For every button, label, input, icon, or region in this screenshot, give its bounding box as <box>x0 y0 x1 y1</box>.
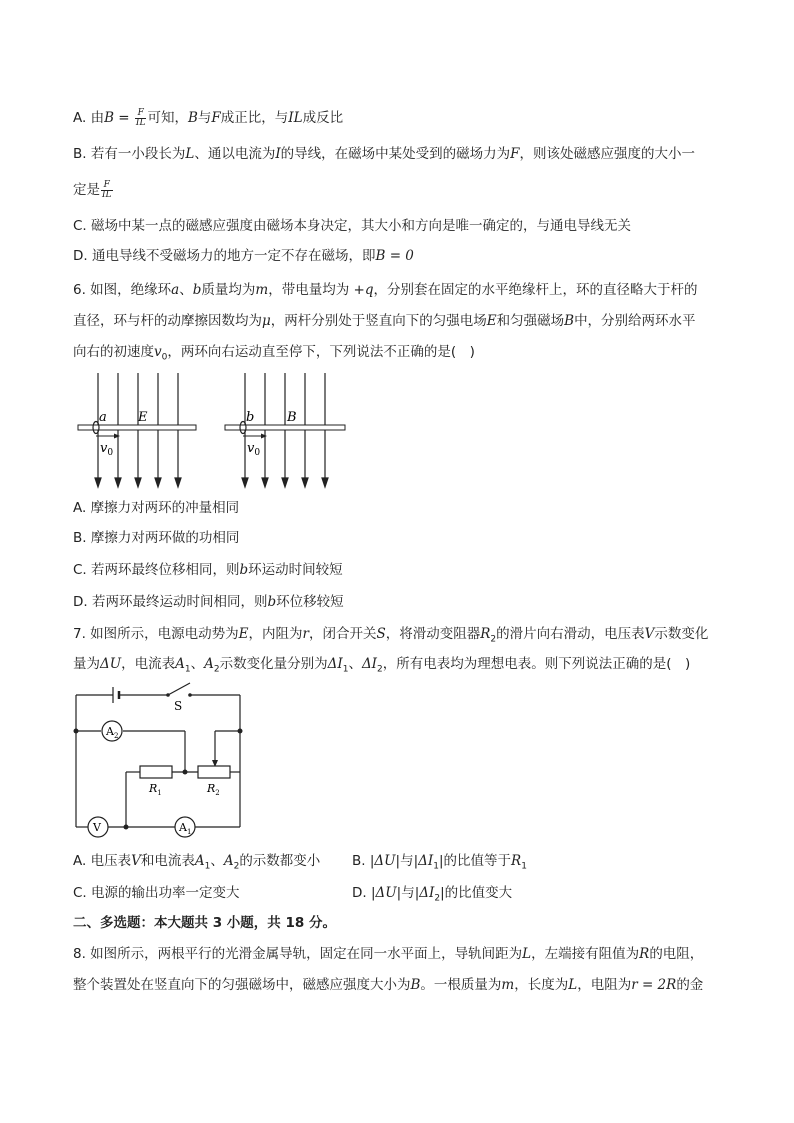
resistor-r1 <box>140 766 172 778</box>
q6-figure <box>70 370 360 495</box>
switch-blade <box>168 683 190 695</box>
velocity-label-left: $v_0$ <box>100 441 114 458</box>
q6-option-c: C. 若两环最终位移相同，则b环运动时间较短 <box>73 562 343 578</box>
q5-option-c: C. 磁场中某一点的磁感应强度由磁场本身决定，其大小和方向是唯一确定的，与通电导线无关 <box>73 218 632 234</box>
q6-option-b: B. 摩擦力对两环做的功相同 <box>73 530 240 546</box>
q5-option-a: A. 由B = $\frac{F}{IL}$ 可知，B与F成正比，与IL成反比 <box>73 107 344 128</box>
q6-stem-line1: 6. 如图，绝缘环a、b质量均为m，带电量均为 +q，分别套在固定的水平绝缘杆上，环的直径略大于杆的 <box>73 282 698 298</box>
switch-label: S <box>174 699 183 713</box>
q7-stem-line2: 量为ΔU，电流表$A_1$、$A_2$示数变化量分别为$\Delta I_1$、$\Delta I_2$，所有电表均为理想电表。则下列说法正确的是( ) <box>73 656 691 675</box>
r1-label: $R_1$ <box>149 782 162 797</box>
field-b-label: B <box>287 410 297 425</box>
fraction: $\frac{F}{IL}$ <box>102 179 112 200</box>
voltmeter-label: V <box>93 821 101 834</box>
q8-stem-line1: 8. 如图所示，两根平行的光滑金属导轨，固定在同一水平面上，导轨间距为L，左端接有阻值为R的电阻， <box>73 946 704 962</box>
ring-b-label: b <box>246 410 255 425</box>
velocity-label-right: $v_0$ <box>247 441 261 458</box>
q7-option-d: D. |ΔU|与$|\Delta I_2|$的比值变大 <box>352 885 513 904</box>
rod-left <box>78 425 196 430</box>
ammeter-a2-label: $A_2$ <box>106 725 119 740</box>
q5-option-b-line2: 定是 $\frac{F}{IL}$ <box>73 179 112 200</box>
q7-stem-line1: 7. 如图所示，电源电动势为E，内阻为r，闭合开关S，将滑动变阻器$R_2$的滑片向右滑动，电压表V示数变化 <box>73 626 709 645</box>
r2-label: $R_2$ <box>207 782 220 797</box>
q6-stem-line2: 直径，环与杆的动摩擦因数均为μ，两杆分别处于竖直向下的匀强电场E和匀强磁场B中，分别给两环水平 <box>73 313 696 329</box>
q6-stem-line3: 向右的初速度$v_0$，两环向右运动直至停下，下列说法不正确的是( ) <box>73 344 475 363</box>
q6-option-d: D. 若两环最终运动时间相同，则b环位移较短 <box>73 594 344 610</box>
section-heading: 二、多选题：本大题共 3 小题，共 18 分。 <box>73 915 336 931</box>
ammeter-a1-label: $A_1$ <box>179 821 192 836</box>
q7-option-c: C. 电源的输出功率一定变大 <box>73 885 240 901</box>
field-e-label: E <box>138 410 148 425</box>
q6-option-a: A. 摩擦力对两环的冲量相同 <box>73 500 240 516</box>
q8-stem-line2: 整个装置处在竖直向下的匀强磁场中，磁感应强度大小为B。一根质量为m，长度为L，电阻为r = 2R的金 <box>73 977 704 993</box>
fraction: $\frac{F}{IL}$ <box>135 107 146 128</box>
rod-right <box>225 425 345 430</box>
q7-circuit <box>68 680 248 840</box>
q5-option-b-line1: B. 若有一小段长为L、通以电流为I的导线，在磁场中某处受到的磁场力为F，则该处磁感应强度的大小一 <box>73 146 696 162</box>
q7-option-a: A. 电压表V和电流表$A_1$、$A_2$的示数都变小 <box>73 853 321 872</box>
resistor-r2 <box>198 766 230 778</box>
ring-a-label: a <box>99 410 107 425</box>
q5-option-d: D. 通电导线不受磁场力的地方一定不存在磁场，即B = 0 <box>73 248 414 264</box>
q7-option-b: B. |ΔU|与$|\Delta I_1|$的比值等于$R_1$ <box>352 853 527 872</box>
